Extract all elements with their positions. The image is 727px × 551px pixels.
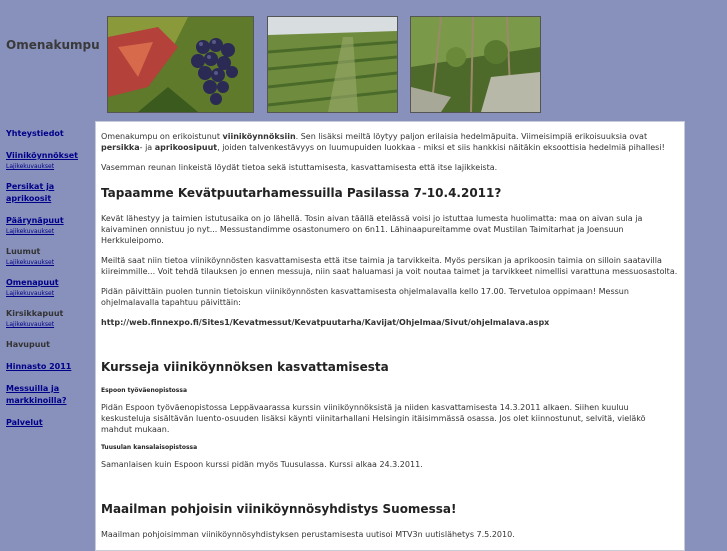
messut-heading: Tapaamme Kevätpuutarhamessuilla Pasilassa 7-10.4.2011?	[101, 186, 502, 200]
messut-paragraph-1: Kevät lähestyy ja taimien istutusaika on jo lähellä. Tosin aivan täällä etelässä voisi jo istuttaa lumesta huolimatta: maa on aivan sula ja kaivaminen onnistuu jo nyt... Messustandimme osastonumero on 6n11. Lähinaapureitamme ovat Mustilan Taimitarhat ja Joensuun Herkkuleipomo.	[101, 214, 643, 245]
nav-luumut-lajikekuvaukset[interactable]: Lajikekuvaukset	[6, 259, 55, 266]
intro-highlight-persikka: persikka	[101, 143, 140, 152]
nav-messuilla[interactable]: Messuilla ja markkinoilla?	[6, 384, 67, 405]
espoo-subheading: Espoon työväenopistossa	[101, 387, 187, 394]
intro-paragraph	[101, 131, 679, 153]
grapes-photo	[107, 16, 254, 113]
intro-text: - ja	[139, 143, 155, 152]
nav-paarynapuut-lajikekuvaukset[interactable]: Lajikekuvaukset	[6, 228, 55, 235]
messut-paragraph-3: Pidän päivittäin puolen tunnin tietoiskun viiniköynnösten kasvattamisesta ohjelmalavalla kello 17.00. Tervetuloa oppimaan! Messun ohjelmalavalla tapahtuu päivittäin:	[101, 287, 629, 307]
ohjelmalava-url[interactable]: http://web.finnexpo.fi/Sites1/Kevatmessut/Kevatpuutarha/Kavijat/Ohjelmaa/Sivut/ohjelmalava.aspx	[101, 318, 550, 327]
tuusula-subheading: Tuusulan kansalaisopistossa	[101, 444, 198, 451]
nav-havupuut: Havupuut	[6, 340, 50, 349]
yhdistys-paragraph: Maailman pohjoisimman viiniköynnösyhdistyksen perustamisesta uutisoi MTV3n uutislähetys 7.5.2010.	[101, 530, 515, 539]
intro-text: Omenakumpu on erikoistunut	[101, 132, 223, 141]
nav-palvelut[interactable]: Palvelut	[6, 418, 43, 427]
nav-persikat[interactable]: Persikat ja aprikoosit	[6, 182, 55, 203]
intro-highlight-aprikoosipuut: aprikoosipuut	[154, 143, 218, 152]
nav-omenapuut-lajikekuvaukset[interactable]: Lajikekuvaukset	[6, 290, 55, 297]
site-name: Omenakumpu	[6, 38, 100, 52]
nav-paarynapuut[interactable]: Päärynäpuut	[6, 216, 64, 225]
yhdistys-heading: Maailman pohjoisin viiniköynnösyhdistys Suomessa!	[101, 502, 457, 516]
espoo-paragraph: Pidän Espoon työväenopistossa Leppävaarassa kurssin viiniköynnöksistä ja niiden kasvattamisesta 14.3.2011 alkaen. Siihen kuuluu keskusteluja sisältävän luento-osuuden lisäksi käynti viinitarhallani Helsingin itäisimmässä osassa. Jos olet kiinnostunut, selvitä, vieläkö mahdut mukaan.	[101, 403, 646, 434]
nav-yhteystiedot[interactable]: Yhteystiedot	[6, 129, 64, 138]
messut-paragraph-2: Meiltä saat niin tietoa viiniköynnösten kasvattamisesta että itse taimia ja tarvikkeita. Myös persikan ja aprikoosin taimia on silloin saatavilla kiireimmille... Voit tehdä tilauksen jo ennen messuja, niin saat haluamasi ja voit noutaa taimet ja tarvikkeet nimellisi varattuna messuosastolta.	[101, 256, 678, 276]
intro-text: . Sen lisäksi meiltä löytyy paljon erilaisia hedelmäpuita. Viimeisimpiä erikoisuuksia ovat	[295, 132, 648, 141]
main-content	[95, 121, 685, 551]
vineyard-photo	[267, 16, 398, 113]
nav-kirsikkapuut: Kirsikkapuut	[6, 309, 64, 318]
vines-photo	[410, 16, 541, 113]
nav-omenapuut[interactable]: Omenapuut	[6, 278, 59, 287]
nav-viinikoynnokset-lajikekuvaukset[interactable]: Lajikekuvaukset	[6, 163, 55, 170]
nav-kirsikkapuut-lajikekuvaukset[interactable]: Lajikekuvaukset	[6, 321, 55, 328]
sidebar-nav	[6, 128, 94, 439]
tuusula-paragraph: Samanlaisen kuin Espoon kurssi pidän myös Tuusulassa. Kurssi alkaa 24.3.2011.	[101, 460, 423, 469]
nav-luumut: Luumut	[6, 247, 41, 256]
intro-highlight-viinikoynnoksiin: viiniköynnöksiin	[222, 132, 296, 141]
nav-viinikoynnokset[interactable]: Viiniköynnökset	[6, 151, 79, 160]
intro-text: , joiden talvenkestävyys on luumupuiden luokkaa - miksi et siis hankkisi näitäkin eksoottisia hedelmiä pihallesi!	[217, 143, 665, 152]
kurssit-heading: Kursseja viiniköynnöksen kasvattamisesta	[101, 360, 389, 374]
intro-links-paragraph: Vasemman reunan linkeistä löydät tietoa sekä istuttamisesta, kasvattamisesta että itse lajikkeista.	[101, 163, 498, 172]
nav-hinnasto[interactable]: Hinnasto 2011	[6, 362, 72, 371]
